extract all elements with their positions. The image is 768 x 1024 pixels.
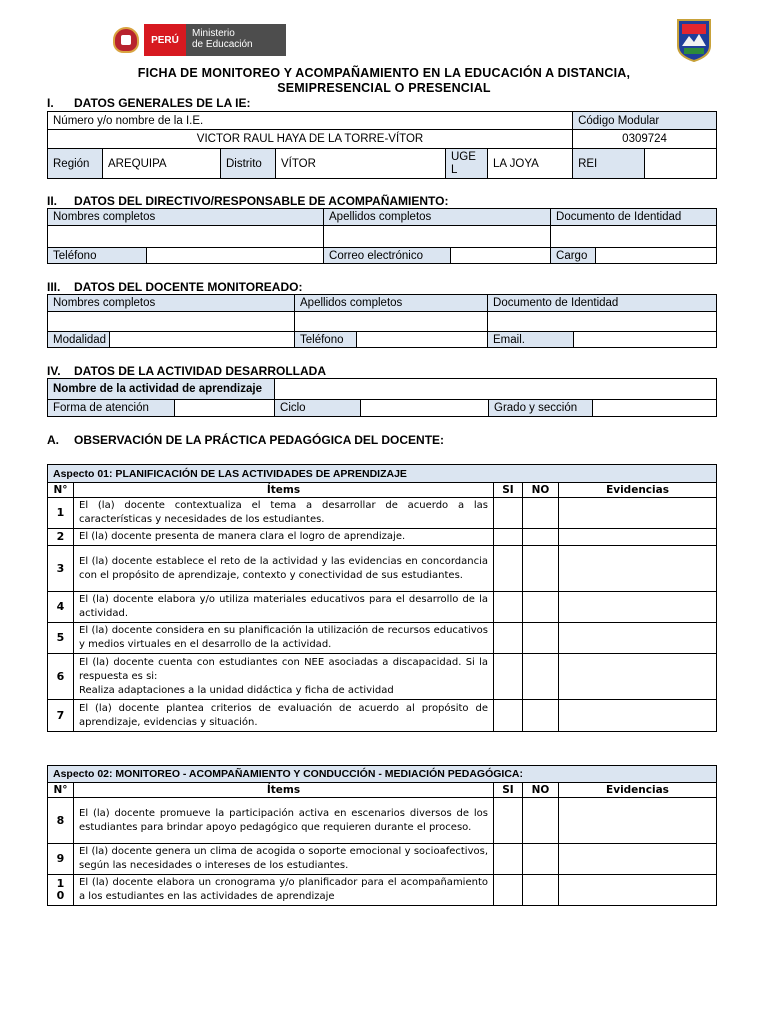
- directivo-documento-field[interactable]: [551, 226, 717, 248]
- si-cell[interactable]: [494, 654, 523, 700]
- docente-email-field[interactable]: [574, 332, 717, 348]
- no-cell[interactable]: [523, 654, 559, 700]
- no-cell[interactable]: [523, 844, 559, 875]
- item-text: El (la) docente promueve la participación activa en escenarios diversos de los estudiantes para brindar apoyo pedagógico que requieren durante el proceso.: [74, 798, 494, 844]
- table-row: 5 El (la) docente considera en su planificación la utilización de recursos educativos y medios virtuales en el desarrollo de la actividad.: [48, 623, 717, 654]
- docente-email-label: Email.: [488, 332, 574, 348]
- col-si-header: SI: [494, 483, 523, 498]
- evidencias-cell[interactable]: [559, 529, 717, 546]
- forma-atencion-field[interactable]: [175, 400, 275, 417]
- evidencias-cell[interactable]: [559, 623, 717, 654]
- directivo-telefono-field[interactable]: [147, 248, 324, 264]
- table-row: 7 El (la) docente plantea criterios de evaluación de acuerdo al propósito de aprendizaje, evidencias y situación.: [48, 700, 717, 732]
- docente-nombres-field[interactable]: [48, 312, 295, 332]
- distrito-value: VÍTOR: [276, 149, 446, 179]
- col-si-header: SI: [494, 783, 523, 798]
- directivo-apellidos-label: Apellidos completos: [324, 209, 551, 226]
- section-a-heading: A. OBSERVACIÓN DE LA PRÁCTICA PEDAGÓGICA DEL DOCENTE:: [47, 433, 445, 447]
- evidencias-cell[interactable]: [559, 654, 717, 700]
- docente-modalidad-label: Modalidad: [48, 332, 110, 348]
- col-items-header: Ítems: [74, 483, 494, 498]
- table-row: 3 El (la) docente establece el reto de la actividad y las evidencias en concordancia con el propósito de aprendizaje, contexto y conectividad de sus estudiantes.: [48, 546, 717, 592]
- si-cell[interactable]: [494, 529, 523, 546]
- table-row: 6 El (la) docente cuenta con estudiantes con NEE asociadas a discapacidad. Si la respuesta es si: Realiza adaptaciones a la unidad didáctica y ficha de actividad: [48, 654, 717, 700]
- col-n-header: N°: [48, 483, 74, 498]
- section-2-heading: II. DATOS DEL DIRECTIVO/RESPONSABLE DE ACOMPAÑAMIENTO:: [47, 194, 449, 208]
- directivo-documento-label: Documento de Identidad: [551, 209, 717, 226]
- aspect-1-title: Aspecto 01: PLANIFICACIÓN DE LAS ACTIVIDADES DE APRENDIZAJE: [48, 465, 717, 483]
- evidencias-cell[interactable]: [559, 798, 717, 844]
- aspect-2-title: Aspecto 02: MONITOREO - ACOMPAÑAMIENTO Y CONDUCCIÓN - MEDIACIÓN PEDAGÓGICA:: [48, 766, 717, 783]
- directivo-nombres-field[interactable]: [48, 226, 324, 248]
- directivo-cargo-label: Cargo: [551, 248, 596, 264]
- item-text: El (la) docente contextualiza el tema a desarrollar de acuerdo a las características y necesidades de los estudiantes.: [74, 498, 494, 529]
- actividad-label: Nombre de la actividad de aprendizaje: [48, 379, 275, 400]
- item-text: El (la) docente elabora un cronograma y/o planificador para el acompañamiento a los estudiantes en las actividades de aprendizaje: [74, 875, 494, 906]
- rei-value[interactable]: [645, 149, 717, 179]
- evidencias-cell[interactable]: [559, 592, 717, 623]
- aspect-1-table: [47, 464, 717, 732]
- directivo-cargo-field[interactable]: [596, 248, 717, 264]
- no-cell[interactable]: [523, 546, 559, 592]
- grado-seccion-label: Grado y sección: [489, 400, 593, 417]
- col-n-header: N°: [48, 783, 74, 798]
- ie-name-label: Número y/o nombre de la I.E.: [48, 112, 573, 130]
- si-cell[interactable]: [494, 623, 523, 654]
- item-text: El (la) docente presenta de manera clara el logro de aprendizaje.: [74, 529, 494, 546]
- table-row: 1 El (la) docente contextualiza el tema a desarrollar de acuerdo a las características y necesidades de los estudiantes.: [48, 498, 717, 529]
- docente-telefono-field[interactable]: [357, 332, 488, 348]
- table-row: 2 El (la) docente presenta de manera clara el logro de aprendizaje.: [48, 529, 717, 546]
- school-crest-icon: [676, 18, 712, 62]
- evidencias-cell[interactable]: [559, 498, 717, 529]
- ciclo-field[interactable]: [361, 400, 489, 417]
- minedu-logo: [108, 24, 286, 56]
- item-text: El (la) docente genera un clima de acogida o soporte emocional y socioafectivos, según las necesidades o intereses de los estudiantes.: [74, 844, 494, 875]
- directivo-correo-field[interactable]: [451, 248, 551, 264]
- si-cell[interactable]: [494, 798, 523, 844]
- si-cell[interactable]: [494, 592, 523, 623]
- evidencias-cell[interactable]: [559, 875, 717, 906]
- no-cell[interactable]: [523, 798, 559, 844]
- ugel-value: LA JOYA: [488, 149, 573, 179]
- section-2-table: [47, 208, 717, 264]
- col-evidencias-header: Evidencias: [559, 483, 717, 498]
- docente-documento-field[interactable]: [488, 312, 717, 332]
- codigo-modular-value: 0309724: [573, 130, 717, 149]
- evidencias-cell[interactable]: [559, 700, 717, 732]
- col-evidencias-header: Evidencias: [559, 783, 717, 798]
- docente-modalidad-field[interactable]: [110, 332, 295, 348]
- docente-apellidos-label: Apellidos completos: [295, 295, 488, 312]
- no-cell[interactable]: [523, 529, 559, 546]
- aspect-2-table: [47, 765, 717, 906]
- directivo-telefono-label: Teléfono: [48, 248, 147, 264]
- evidencias-cell[interactable]: [559, 844, 717, 875]
- directivo-correo-label: Correo electrónico: [324, 248, 451, 264]
- docente-apellidos-field[interactable]: [295, 312, 488, 332]
- item-text: El (la) docente plantea criterios de evaluación de acuerdo al propósito de aprendizaje, evidencias y situación.: [74, 700, 494, 732]
- item-text: El (la) docente elabora y/o utiliza materiales educativos para el desarrollo de la actividad.: [74, 592, 494, 623]
- si-cell[interactable]: [494, 546, 523, 592]
- docente-telefono-label: Teléfono: [295, 332, 357, 348]
- ie-name-value: VICTOR RAUL HAYA DE LA TORRE-VÍTOR: [48, 130, 573, 149]
- directivo-apellidos-field[interactable]: [324, 226, 551, 248]
- col-no-header: NO: [523, 783, 559, 798]
- actividad-field[interactable]: [275, 379, 717, 400]
- table-row: 4 El (la) docente elabora y/o utiliza materiales educativos para el desarrollo de la actividad.: [48, 592, 717, 623]
- no-cell[interactable]: [523, 623, 559, 654]
- item-text: El (la) docente cuenta con estudiantes con NEE asociadas a discapacidad. Si la respuesta es si: Realiza adaptaciones a la unidad didáctica y ficha de actividad: [74, 654, 494, 700]
- section-3-table: [47, 294, 717, 348]
- item-text: El (la) docente considera en su planificación la utilización de recursos educativos y medios virtuales en el desarrollo de la actividad.: [74, 623, 494, 654]
- no-cell[interactable]: [523, 875, 559, 906]
- item-text: El (la) docente establece el reto de la actividad y las evidencias en concordancia con el propósito de aprendizaje, contexto y conectividad de sus estudiantes.: [74, 546, 494, 592]
- section-1-heading: I. DATOS GENERALES DE LA IE:: [47, 96, 251, 110]
- document-title: FICHA DE MONITOREO Y ACOMPAÑAMIENTO EN LA EDUCACIÓN A DISTANCIA, SEMIPRESENCIAL O PRESENCIAL: [137, 66, 631, 95]
- si-cell[interactable]: [494, 700, 523, 732]
- region-value: AREQUIPA: [103, 149, 221, 179]
- si-cell[interactable]: [494, 498, 523, 529]
- ciclo-label: Ciclo: [275, 400, 361, 417]
- region-label: Región: [48, 149, 103, 179]
- grado-seccion-field[interactable]: [593, 400, 717, 417]
- codigo-modular-label: Código Modular: [573, 112, 717, 130]
- peru-coat-of-arms-icon: [108, 24, 144, 56]
- docente-nombres-label: Nombres completos: [48, 295, 295, 312]
- no-cell[interactable]: [523, 700, 559, 732]
- ministerio-label: Ministerio de Educación: [186, 24, 286, 56]
- section-4-table: [47, 378, 717, 417]
- table-row: 1 0 El (la) docente elabora un cronograma y/o planificador para el acompañamiento a los estudiantes en las actividades de aprendizaje: [48, 875, 717, 906]
- distrito-label: Distrito: [221, 149, 276, 179]
- rei-label: REI: [573, 149, 645, 179]
- no-cell[interactable]: [523, 592, 559, 623]
- ugel-label: UGE L: [446, 149, 488, 179]
- peru-label: PERÚ: [144, 24, 186, 56]
- page-header: [0, 18, 768, 60]
- docente-documento-label: Documento de Identidad: [488, 295, 717, 312]
- evidencias-cell[interactable]: [559, 546, 717, 592]
- no-cell[interactable]: [523, 498, 559, 529]
- section-3-heading: III. DATOS DEL DOCENTE MONITOREADO:: [47, 280, 303, 294]
- section-4-heading: IV. DATOS DE LA ACTIVIDAD DESARROLLADA: [47, 364, 326, 378]
- si-cell[interactable]: [494, 844, 523, 875]
- col-items-header: Ítems: [74, 783, 494, 798]
- directivo-nombres-label: Nombres completos: [48, 209, 324, 226]
- si-cell[interactable]: [494, 875, 523, 906]
- col-no-header: NO: [523, 483, 559, 498]
- section-1-table: [47, 111, 717, 179]
- forma-atencion-label: Forma de atención: [48, 400, 175, 417]
- table-row: 9 El (la) docente genera un clima de acogida o soporte emocional y socioafectivos, según las necesidades o intereses de los estudiantes.: [48, 844, 717, 875]
- table-row: 8 El (la) docente promueve la participación activa en escenarios diversos de los estudiantes para brindar apoyo pedagógico que requieren durante el proceso.: [48, 798, 717, 844]
